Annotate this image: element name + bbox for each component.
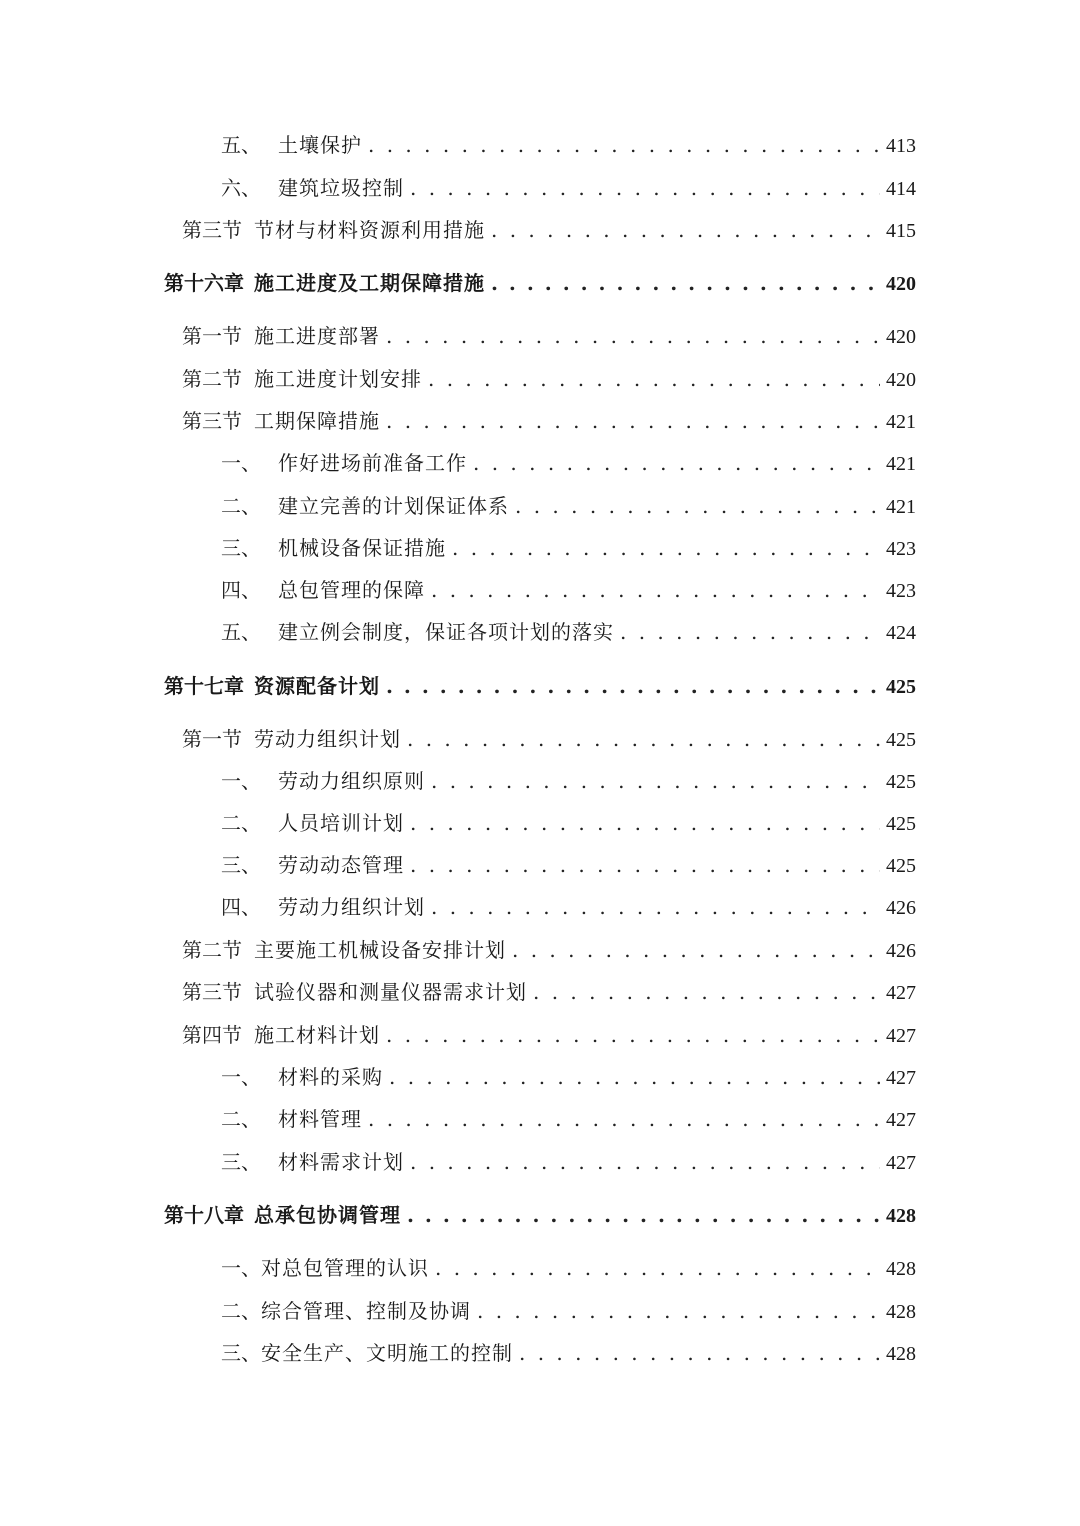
dot-leader	[491, 215, 880, 245]
toc-entry-label: 第十八章	[164, 1203, 244, 1227]
toc-entry-item[interactable]	[221, 808, 916, 838]
toc-entry-label: 一、	[221, 769, 261, 793]
toc-entry-page-number: 421	[886, 411, 916, 433]
toc-entry-item[interactable]	[221, 130, 916, 160]
toc-entry-page-number: 414	[886, 178, 916, 200]
toc-entry-label: 三、	[221, 853, 261, 877]
dot-leader	[410, 173, 880, 203]
toc-entry-title: 建筑垃圾控制	[278, 176, 404, 200]
toc-entry-item[interactable]	[221, 766, 916, 796]
toc-entry-page-number: 425	[886, 771, 916, 793]
toc-entry-title: 劳动力组织原则	[278, 769, 425, 793]
toc-entry-label: 二、	[221, 494, 261, 518]
toc-entry-title: 人员培训计划	[278, 811, 404, 835]
toc-entry-label: 三、	[221, 1150, 261, 1174]
toc-entry-title: 总包管理的保障	[278, 578, 425, 602]
toc-entry-title: 综合管理、控制及协调	[261, 1299, 471, 1323]
toc-entry-page-number: 413	[886, 135, 916, 157]
toc-entry-page-number: 427	[886, 1152, 916, 1174]
toc-entry-label: 第一节	[182, 324, 242, 348]
toc-entry-title: 作好进场前准备工作	[278, 451, 467, 475]
toc-entry-chapter[interactable]	[164, 671, 916, 701]
toc-entry-item[interactable]	[221, 575, 916, 605]
toc-entry-page-number: 426	[886, 940, 916, 962]
toc-entry-label: 二、	[221, 1299, 261, 1323]
toc-entry-label: 三、	[221, 536, 261, 560]
toc-entry-title: 对总包管理的认识	[261, 1256, 429, 1280]
toc-entry-label: 二、	[221, 1107, 261, 1131]
toc-entry-item[interactable]	[221, 1104, 916, 1134]
toc-entry-section[interactable]	[182, 977, 916, 1007]
toc-entry-page-number: 420	[886, 326, 916, 348]
toc-entry-page-number: 423	[886, 538, 916, 560]
dot-leader	[491, 268, 880, 298]
toc-entry-page-number: 420	[886, 273, 916, 295]
toc-entry-title: 土壤保护	[278, 133, 362, 157]
dot-leader	[431, 575, 880, 605]
dot-leader	[431, 766, 880, 796]
toc-entry-label: 一、	[221, 451, 261, 475]
toc-entry-title: 施工材料计划	[254, 1023, 380, 1047]
toc-entry-section[interactable]	[182, 215, 916, 245]
toc-entry-section[interactable]	[182, 724, 916, 754]
toc-entry-title: 劳动动态管理	[278, 853, 404, 877]
dot-leader	[386, 1020, 880, 1050]
toc-entry-label: 第十七章	[164, 674, 244, 698]
toc-entry-page-number: 427	[886, 1109, 916, 1131]
toc-entry-page-number: 420	[886, 369, 916, 391]
toc-entry-page-number: 427	[886, 1025, 916, 1047]
toc-entry-title: 主要施工机械设备安排计划	[254, 938, 506, 962]
dot-leader	[368, 130, 880, 160]
toc-entry-title: 建立完善的计划保证体系	[278, 494, 509, 518]
dot-leader	[386, 406, 880, 436]
toc-entry-page-number: 426	[886, 897, 916, 919]
toc-entry-title: 资源配备计划	[254, 674, 380, 698]
toc-entry-title: 材料的采购	[278, 1065, 383, 1089]
dot-leader	[368, 1104, 880, 1134]
dot-leader	[620, 617, 880, 647]
dot-leader	[410, 808, 880, 838]
dot-leader	[452, 533, 880, 563]
toc-entry-label: 四、	[221, 895, 261, 919]
toc-entry-label: 五、	[221, 133, 261, 157]
toc-entry-item[interactable]	[221, 533, 916, 563]
toc-entry-title: 劳动力组织计划	[278, 895, 425, 919]
dot-leader	[431, 892, 880, 922]
dot-leader	[519, 1338, 880, 1368]
dot-leader	[515, 491, 880, 521]
toc-entry-page-number: 425	[886, 813, 916, 835]
toc-entry-item[interactable]	[221, 491, 916, 521]
dot-leader	[473, 448, 880, 478]
toc-entry-label: 一、	[221, 1065, 261, 1089]
toc-entry-label: 第二节	[182, 938, 242, 962]
toc-entry-label: 二、	[221, 811, 261, 835]
toc-entry-page-number: 428	[886, 1343, 916, 1365]
dot-leader	[386, 321, 880, 351]
dot-leader	[386, 671, 880, 701]
toc-entry-page-number: 425	[886, 729, 916, 751]
toc-entry-item[interactable]	[221, 173, 916, 203]
toc-entry-chapter[interactable]	[164, 268, 916, 298]
toc-entry-title: 施工进度计划安排	[254, 367, 422, 391]
toc-entry-label: 第三节	[182, 218, 242, 242]
toc-entry-chapter[interactable]	[164, 1200, 916, 1230]
toc-entry-page-number: 423	[886, 580, 916, 602]
toc-entry-sub[interactable]	[221, 1296, 916, 1326]
toc-entry-label: 第三节	[182, 980, 242, 1004]
toc-entry-item[interactable]	[221, 850, 916, 880]
toc-entry-title: 节材与材料资源利用措施	[254, 218, 485, 242]
toc-entry-label: 第十六章	[164, 271, 244, 295]
dot-leader	[428, 364, 880, 394]
dot-leader	[477, 1296, 880, 1326]
toc-entry-page-number: 428	[886, 1205, 916, 1227]
dot-leader	[410, 850, 880, 880]
dot-leader	[410, 1147, 880, 1177]
toc-entry-section[interactable]	[182, 321, 916, 351]
toc-entry-section[interactable]	[182, 1020, 916, 1050]
toc-entry-sub[interactable]	[221, 1253, 916, 1283]
dot-leader	[533, 977, 880, 1007]
dot-leader	[435, 1253, 880, 1283]
toc-entry-title: 材料管理	[278, 1107, 362, 1131]
toc-entry-title: 材料需求计划	[278, 1150, 404, 1174]
toc-entry-section[interactable]	[182, 935, 916, 965]
toc-entry-item[interactable]	[221, 448, 916, 478]
toc-entry-title: 工期保障措施	[254, 409, 380, 433]
toc-entry-label: 第四节	[182, 1023, 242, 1047]
toc-entry-label: 三、	[221, 1341, 261, 1365]
toc-entry-page-number: 425	[886, 855, 916, 877]
toc-entry-page-number: 425	[886, 676, 916, 698]
toc-entry-item[interactable]	[221, 892, 916, 922]
toc-entry-label: 第二节	[182, 367, 242, 391]
toc-entry-label: 四、	[221, 578, 261, 602]
toc-entry-sub[interactable]	[221, 1338, 916, 1368]
toc-entry-label: 一、	[221, 1256, 261, 1280]
toc-entry-label: 第一节	[182, 727, 242, 751]
toc-entry-title: 劳动力组织计划	[254, 727, 401, 751]
dot-leader	[389, 1062, 880, 1092]
dot-leader	[407, 724, 880, 754]
toc-entry-title: 施工进度部署	[254, 324, 380, 348]
toc-entry-page-number: 421	[886, 453, 916, 475]
toc-entry-title: 总承包协调管理	[254, 1203, 401, 1227]
toc-entry-page-number: 424	[886, 622, 916, 644]
toc-entry-item[interactable]	[221, 617, 916, 647]
toc-entry-label: 第三节	[182, 409, 242, 433]
toc-entry-page-number: 421	[886, 496, 916, 518]
toc-entry-label: 六、	[221, 176, 261, 200]
toc-entry-item[interactable]	[221, 1062, 916, 1092]
toc-entry-title: 施工进度及工期保障措施	[254, 271, 485, 295]
toc-entry-title: 建立例会制度，保证各项计划的落实	[278, 620, 614, 644]
toc-entry-title: 试验仪器和测量仪器需求计划	[254, 980, 527, 1004]
toc-entry-title: 安全生产、文明施工的控制	[261, 1341, 513, 1365]
toc-entry-page-number: 427	[886, 1067, 916, 1089]
toc-entry-title: 机械设备保证措施	[278, 536, 446, 560]
toc-entry-section[interactable]	[182, 406, 916, 436]
toc-entry-page-number: 427	[886, 982, 916, 1004]
toc-entry-page-number: 428	[886, 1301, 916, 1323]
dot-leader	[407, 1200, 880, 1230]
toc-entry-section[interactable]	[182, 364, 916, 394]
toc-entry-item[interactable]	[221, 1147, 916, 1177]
toc-entry-page-number: 415	[886, 220, 916, 242]
toc-entry-label: 五、	[221, 620, 261, 644]
dot-leader	[512, 935, 880, 965]
toc-entry-page-number: 428	[886, 1258, 916, 1280]
